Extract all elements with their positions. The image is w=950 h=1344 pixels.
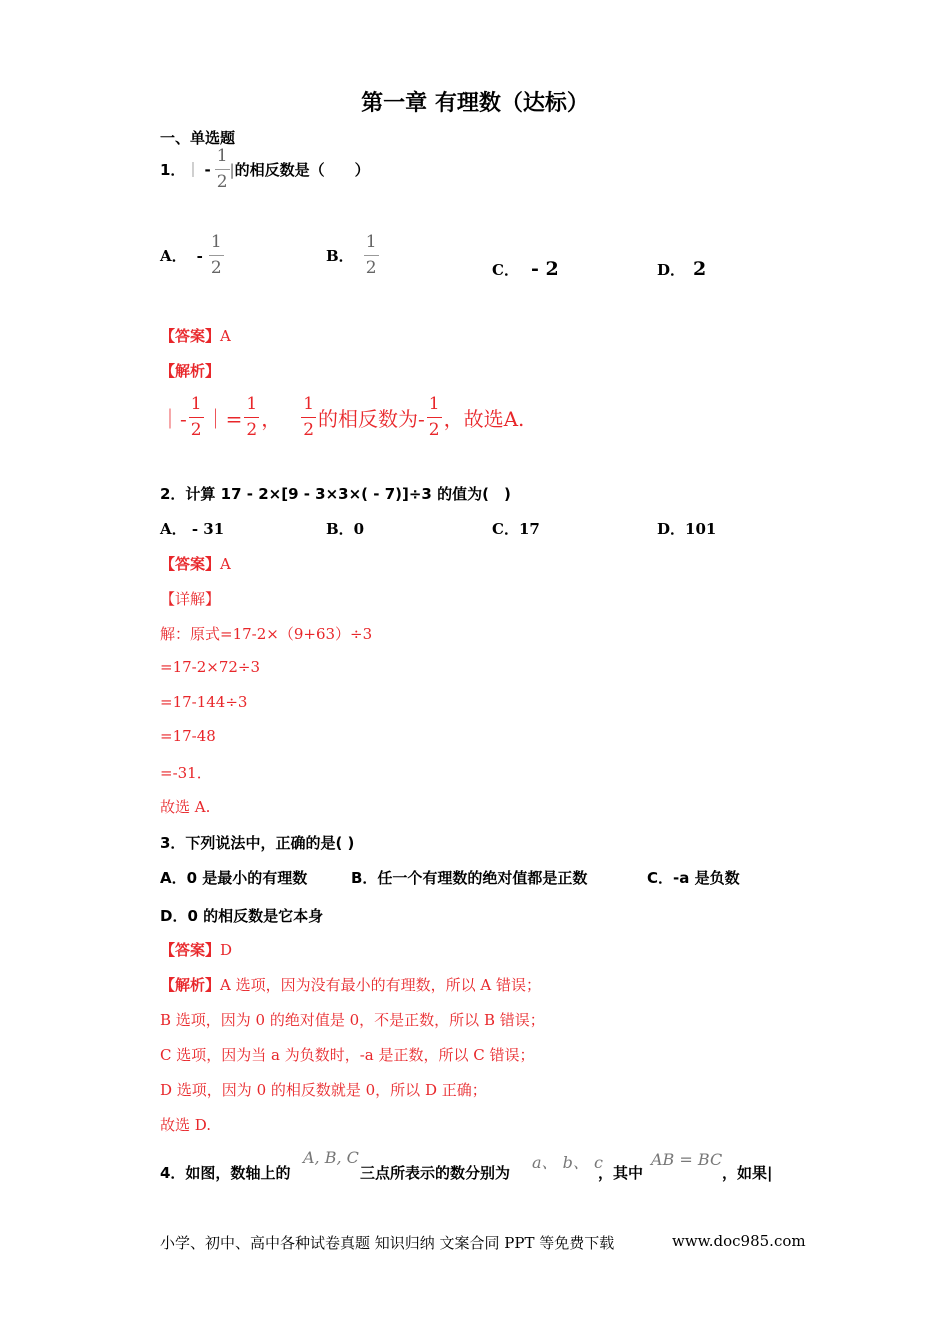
option-b: B． $\frac{1}{2}$ — [326, 232, 377, 278]
abs-bar: ｜ — [185, 161, 201, 179]
answer-3: 【答案】D — [160, 941, 233, 959]
solution-line: 故选 A. — [160, 798, 211, 816]
solution-line: =17-2×72÷3 — [160, 658, 261, 676]
option-d: D．0 的相反数是它本身 — [160, 907, 324, 925]
option-c: C． - 2 — [492, 258, 559, 280]
points-label: A, B, C — [303, 1148, 359, 1167]
option-b: B．任一个有理数的绝对值都是正数 — [351, 869, 588, 887]
option-c: C．17 — [492, 520, 540, 538]
detail-label-2: 【详解】 — [160, 590, 221, 608]
analysis-label-1: 【解析】 — [160, 362, 221, 380]
footer-text: 小学、初中、高中各种试卷真题 知识归纳 文案合同 PPT 等免费下载 — [160, 1234, 615, 1252]
question-number: 1． — [160, 161, 186, 179]
section-heading: 一、单选题 — [160, 129, 236, 147]
answer-1: 【答案】A — [160, 327, 231, 345]
question-4: 4．如图，数轴上的 — [160, 1164, 291, 1182]
solution-line: =-31． — [160, 764, 212, 782]
page-title: 第一章 有理数（达标） — [361, 91, 589, 116]
option-a: A． - 31 — [160, 520, 225, 538]
solution-line: 解：原式=17-2×（9+63）÷3 — [160, 625, 373, 643]
question-4-text: ，其中 — [598, 1164, 644, 1182]
analysis-line: D 选项，因为 0 的相反数就是 0，所以 D 正确； — [160, 1081, 487, 1099]
option-b: B．0 — [326, 520, 365, 538]
equation-label: AB = BC — [651, 1150, 723, 1169]
analysis-line: 故选 D. — [160, 1116, 212, 1134]
option-c: C．-a 是负数 — [647, 869, 740, 887]
option-a: A． - $\frac{1}{2}$ — [160, 232, 222, 278]
abs-bar: | — [229, 160, 235, 179]
fraction: $\frac{1}{2}$ — [216, 146, 228, 192]
minus-sign: - — [204, 160, 211, 179]
question-text: 的相反数是（ ） — [234, 161, 370, 179]
question-2: 2．计算 17 - 2×[9 - 3×3×( - 7)]÷3 的值为( ) — [160, 485, 511, 503]
analysis-line: C 选项，因为当 a 为负数时，-a 是正数，所以 C 错误； — [160, 1046, 535, 1064]
option-a: A．0 是最小的有理数 — [160, 869, 308, 887]
analysis-line: B 选项，因为 0 的绝对值是 0，不是正数，所以 B 错误； — [160, 1011, 545, 1029]
fraction: $\frac{1}{2}$ — [365, 232, 377, 278]
analysis-3: 【解析】A 选项，因为没有最小的有理数，所以 A 错误； — [160, 976, 541, 994]
question-4-text: ，如果| — [722, 1164, 773, 1182]
question-3: 3．下列说法中，正确的是( ) — [160, 834, 355, 852]
solution-line: =17-48 — [160, 727, 216, 745]
vars-label: a、 b、 c — [532, 1153, 603, 1172]
fraction: $\frac{1}{2}$ — [210, 232, 222, 278]
solution-line: =17-144÷3 — [160, 693, 248, 711]
option-d: D．101 — [657, 520, 717, 538]
footer-link[interactable]: www.doc985.com — [672, 1232, 806, 1250]
answer-2: 【答案】A — [160, 555, 231, 573]
option-d: D． 2 — [657, 258, 707, 280]
analysis-1-formula: ｜- $\frac{1}{2}$ ｜= $\frac{1}{2}$ ， $\frac{1}{2}$ 的相反数为- $\frac{1}{2}$ ，故选A. — [160, 394, 525, 440]
question-4-text: 三点所表示的数分别为 — [360, 1164, 511, 1182]
question-1 — [160, 148, 370, 191]
